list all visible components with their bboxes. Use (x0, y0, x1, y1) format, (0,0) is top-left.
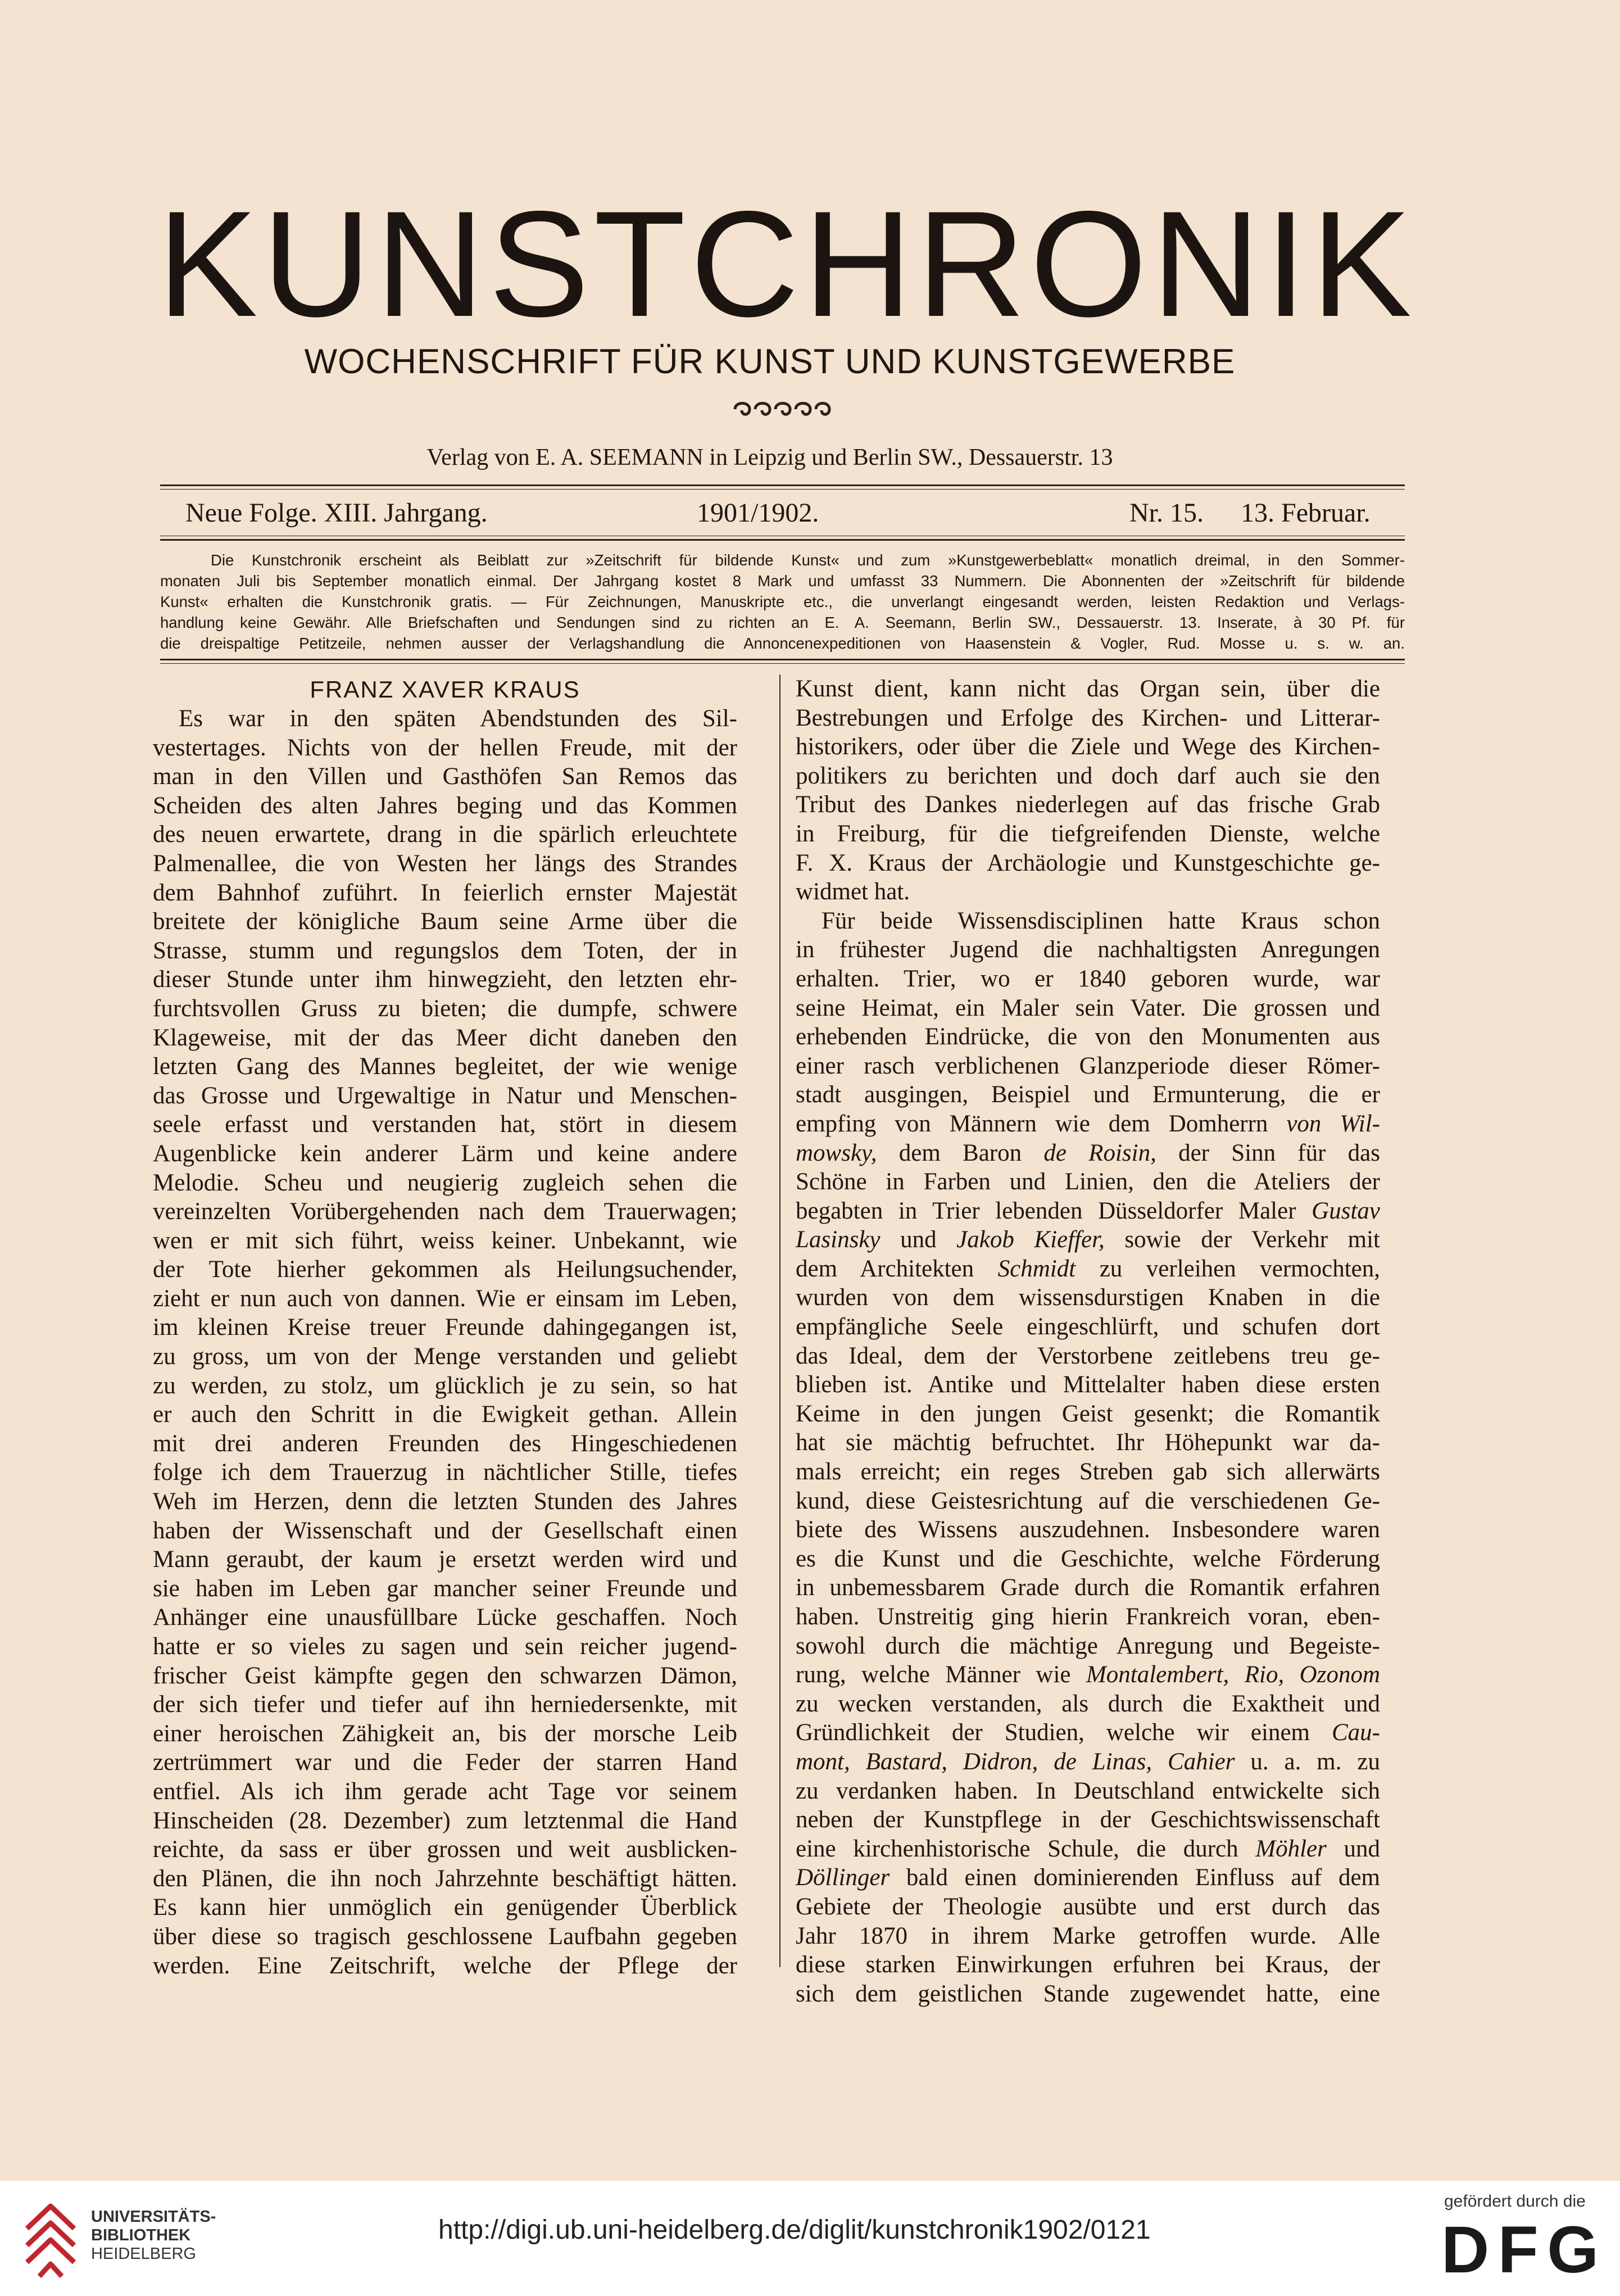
dfg-logo-text: DFG (1441, 2219, 1599, 2281)
article-line: mit drei anderen Freunden des Hingeschiedenen (153, 1430, 737, 1457)
article-line: stadt ausgingen, Beispiel und Ermunterung, die er (796, 1081, 1380, 1108)
article-line: Melodie. Scheu und neugierig zugleich sehen die (153, 1169, 737, 1196)
article-line: empfängliche Seele eingeschlürft, und schufen dort (796, 1314, 1380, 1341)
article-line: des neuen erwartete, drang in die spärlich erleuchtete (153, 821, 737, 848)
article-line: Klageweise, mit der das Meer dicht daneben den (153, 1024, 737, 1051)
article-line: Weh im Herzen, denn die letzten Stunden des Jahres (153, 1488, 737, 1515)
article-line: mowsky, dem Baron de Roisin, der Sinn für das (796, 1139, 1380, 1166)
article-line: wen er mit sich führt, weiss keiner. Unbekannt, wie (153, 1227, 737, 1254)
article-line: dem Bahnhof zuführt. In feierlich ernster Majestät (153, 879, 737, 906)
article-line: Augenblicke kein anderer Lärm und keine andere (153, 1140, 737, 1167)
article-line: politikers zu berichten und doch darf auch sie den (796, 762, 1380, 789)
article-line: zertrümmert war und die Feder der starren Hand (153, 1749, 737, 1776)
article-line: Hinscheiden (28. Dezember) zum letztenmal die Hand (153, 1807, 737, 1834)
article-line: der sich tiefer und tiefer auf ihn herniedersenkte, mit (153, 1691, 737, 1718)
rule-bottom (160, 659, 1405, 660)
article-line: haben der Wissenschaft und der Gesellschaft einen (153, 1517, 737, 1544)
university-library-logo-icon (17, 2198, 84, 2282)
article-line: Schöne in Farben und Linien, den die Ateliers der (796, 1169, 1380, 1195)
issue-series: Neue Folge. XIII. Jahrgang. (185, 498, 488, 528)
article-line: eine kirchenhistorische Schule, die durch Möhler und (796, 1835, 1380, 1862)
rule-top-thin (160, 489, 1405, 490)
article-line: frischer Geist kämpfte gegen den schwarzen Dämon, (153, 1662, 737, 1689)
article-line: einer heroischen Zähigkeit an, bis der morsche Leib (153, 1720, 737, 1747)
article-line: kund, diese Geistesrichtung auf die verschiedenen Ge- (796, 1487, 1380, 1514)
article-line: Anhänger eine unausfüllbare Lücke geschaffen. Noch (153, 1604, 737, 1631)
article-line: Lasinsky und Jakob Kieffer, sowie der Verkehr mit (796, 1226, 1380, 1253)
article-line: sowohl durch die mächtige Anregung und Begeiste- (796, 1632, 1380, 1659)
article-line: blieben ist. Antike und Mittelalter haben diese ersten (796, 1371, 1380, 1398)
article-line: entfiel. Als ich ihm gerade acht Tage vor seinem (153, 1778, 737, 1805)
issue-line (185, 497, 1388, 531)
notice-line: die dreispaltige Petitzeile, nehmen ausser der Verlagshandlung die Annoncenexpeditionen von Haasenstein & Vogler, Rud. Mosse u. s. w. an. (160, 635, 1405, 652)
article-line: in Freiburg, für die tiefgreifenden Dienste, welche (796, 820, 1380, 847)
article-line: erhebenden Eindrücke, die von den Monumenten aus (796, 1024, 1380, 1050)
article-line: im kleinen Kreise treuer Freunde dahingegangen ist, (153, 1314, 737, 1341)
article-line: haben. Unstreitig ging hierin Frankreich voran, eben- (796, 1604, 1380, 1630)
article-line: mals erreicht; ein reges Streben gab sich allerwärts (796, 1459, 1380, 1486)
issue-years: 1901/1902. (697, 498, 819, 528)
article-line: Strasse, stumm und regungslos dem Toten, der in (153, 937, 737, 964)
issue-number: Nr. 15. (1129, 498, 1204, 528)
article-line: seele erfasst und verstanden hat, stört in diesem (153, 1111, 737, 1138)
library-name-line: BIBLIOTHEK (91, 2226, 191, 2244)
article-line: widmet hat. (796, 878, 910, 905)
article-line: einer rasch verblichenen Glanzperiode dieser Römer- (796, 1052, 1380, 1079)
notice-line: handlung keine Gewähr. Alle Briefschaften und Sendungen sind zu richten an E. A. Seemann, Berlin SW., Dessauerstr. 13. Inserate, à 30 Pf. für (160, 614, 1405, 631)
article-line: Kunst dient, kann nicht das Organ sein, über die (796, 676, 1380, 702)
article-line: mont, Bastard, Didron, de Linas, Cahier u. a. m. zu (796, 1748, 1380, 1775)
article-title: FRANZ XAVER KRAUS (310, 676, 580, 703)
article-line: seine Heimat, ein Maler sein Vater. Die grossen und (796, 994, 1380, 1021)
article-line: hat sie mächtig befruchtet. Ihr Höhepunkt war da- (796, 1429, 1380, 1456)
article-line: Palmenallee, die von Westen her längs des Strandes (153, 850, 737, 877)
column-divider (779, 674, 780, 1967)
article-line: neben der Kunstpflege in der Geschichtswissenschaft (796, 1806, 1380, 1833)
article-line: furchtsvollen Gruss zu bieten; die dumpfe, schwere (153, 995, 737, 1022)
article-line: man in den Villen und Gasthöfen San Remos das (153, 763, 737, 790)
rule-mid (160, 539, 1405, 541)
university-library-name (91, 2208, 216, 2263)
article-line: dem Architekten Schmidt zu verleihen vermochten, (796, 1255, 1380, 1282)
article-line: vestertages. Nichts von der hellen Freude, mit der (153, 734, 737, 761)
article-line: diese starken Einwirkungen erfuhren bei Kraus, der (796, 1951, 1380, 1978)
article-line: dieser Stunde unter ihm hinwegzieht, den letzten ehr- (153, 966, 737, 993)
article-line: sie haben im Leben gar mancher seiner Freunde und (153, 1575, 737, 1602)
article-line: Mann geraubt, der kaum je ersetzt werden wird und (153, 1546, 737, 1573)
article-line: in frühester Jugend die nachhaltigsten Anregungen (796, 936, 1380, 963)
funded-by-label: gefördert durch die (1444, 2192, 1586, 2211)
article-line: Bestrebungen und Erfolge des Kirchen- und Litterar- (796, 704, 1380, 731)
publisher-line: Verlag von E. A. SEEMANN in Leipzig und Berlin SW., Dessauerstr. 13 (426, 445, 1113, 470)
article-line: F. X. Kraus der Archäologie und Kunstgeschichte ge- (796, 849, 1380, 876)
article-line: Für beide Wissensdisciplinen hatte Kraus schon (822, 907, 1380, 934)
article-line: vereinzelten Vorübergehenden nach dem Trauerwagen; (153, 1198, 737, 1225)
article-line: hatte er so vieles zu sagen und sein reicher jugend- (153, 1633, 737, 1660)
ornament-icon (730, 398, 832, 420)
article-line: breitete der königliche Baum seine Arme über die (153, 908, 737, 935)
article-line: Es war in den späten Abendstunden des Sil- (179, 705, 737, 732)
library-name-line: UNIVERSITÄTS- (91, 2208, 216, 2226)
article-line: über diese so tragisch geschlossene Laufbahn gegeben (153, 1923, 737, 1950)
article-line: das Ideal, dem der Verstorbene zeitlebens treu ge- (796, 1342, 1380, 1369)
article-line: Keime in den jungen Geist gesenkt; die Romantik (796, 1400, 1380, 1427)
issue-date: 13. Februar. (1241, 498, 1371, 528)
article-line: das Grosse und Urgewaltige in Natur und Menschen- (153, 1082, 737, 1109)
article-line: erhalten. Trier, wo er 1840 geboren wurde, war (796, 965, 1380, 992)
article-line: er auch den Schritt in die Ewigkeit gethan. Allein (153, 1401, 737, 1428)
article-line: es die Kunst und die Geschichte, welche Förderung (796, 1545, 1380, 1572)
rule-top (160, 484, 1405, 486)
notice-line: monaten Juli bis September monatlich einmal. Der Jahrgang kostet 8 Mark und umfasst 33 Nummern. Die Abonnenten der »Zeitschrift für bildende (160, 572, 1405, 590)
article-left-column (153, 674, 737, 1980)
article-line: zu gross, um von der Menge verstanden und geliebt (153, 1343, 737, 1370)
article-line: folge ich dem Trauerzug in nächtlicher Stille, tiefes (153, 1459, 737, 1486)
notice-line: Kunst« erhalten die Kunstchronik gratis. — Für Zeichnungen, Manuskripte etc., die unverlangt eingesandt werden, leisten Redaktion und Verlags- (160, 593, 1405, 610)
masthead-title: KUNSTCHRONIK (157, 179, 1417, 348)
article-line: sich dem geistlichen Stande zugewendet hatte, eine (796, 1980, 1380, 2007)
article-line: historikers, oder über die Ziele und Wege des Kirchen- (796, 733, 1380, 760)
article-line: der Tote hierher gekommen als Heilungsuchender, (153, 1256, 737, 1283)
article-line: zu wecken verstanden, als durch die Exaktheit und (796, 1690, 1380, 1717)
article-line: Gebiete der Theologie ausübte und erst durch das (796, 1893, 1380, 1920)
article-line: reichte, da sass er über grossen und weit ausblicken- (153, 1836, 737, 1863)
article-line: Tribut des Dankes niederlegen auf das frische Grab (796, 791, 1380, 818)
source-url-link[interactable]: http://digi.ub.uni-heidelberg.de/diglit/kunstchronik1902/0121 (438, 2215, 1151, 2245)
library-name-line: HEIDELBERG (91, 2245, 196, 2263)
article-right-column (796, 674, 1380, 2008)
article-line: letzten Gang des Mannes begleitet, der wie wenige (153, 1053, 737, 1080)
article-line: den Plänen, die ihn noch Jahrzehnte beschäftigt hätten. (153, 1865, 737, 1892)
article-line: Scheiden des alten Jahres beging und das Kommen (153, 792, 737, 819)
article-line: Jahr 1870 in ihrem Marke getroffen wurde. Alle (796, 1922, 1380, 1949)
article-line: Döllinger bald einen dominierenden Einfluss auf dem (796, 1864, 1380, 1891)
article-line: zu werden, zu stolz, um glücklich je zu sein, so hat (153, 1372, 737, 1399)
article-line: empfing von Männern wie dem Domherrn von Wil- (796, 1110, 1380, 1137)
notice-line: Die Kunstchronik erscheint als Beiblatt zur »Zeitschrift für bildende Kunst« und zum »Kunstgewerbeblatt« monatlich dreimal, in den Sommer- (211, 551, 1405, 569)
article-line: wurden von dem wissensdurstigen Knaben in die (796, 1284, 1380, 1311)
article-line: biete des Wissens auszudehnen. Insbesondere waren (796, 1516, 1380, 1543)
article-line: Gründlichkeit der Studien, welche wir einem Cau- (796, 1719, 1380, 1746)
article-line: zu verdanken haben. In Deutschland entwickelte sich (796, 1777, 1380, 1804)
digitization-footer (0, 2181, 1620, 2296)
rule-bottom-thin (160, 663, 1405, 664)
article-line: begabten in Trier lebenden Düsseldorfer Maler Gustav (796, 1197, 1380, 1224)
article-line: Es kann hier unmöglich ein genügender Überblick (153, 1894, 737, 1921)
article-line: zieht er nun auch von dannen. Wie er einsam im Leben, (153, 1285, 737, 1312)
article-line: werden. Eine Zeitschrift, welche der Pflege der (153, 1952, 737, 1979)
article-line: rung, welche Männer wie Montalembert, Rio, Ozonom (796, 1661, 1381, 1688)
subscription-notice (160, 550, 1405, 654)
masthead-subtitle: WOCHENSCHRIFT FÜR KUNST UND KUNSTGEWERBE (304, 342, 1236, 381)
dfg-logo-icon (1441, 2219, 1601, 2281)
article-line: in unbemessbarem Grade durch die Romantik erfahren (796, 1574, 1380, 1601)
